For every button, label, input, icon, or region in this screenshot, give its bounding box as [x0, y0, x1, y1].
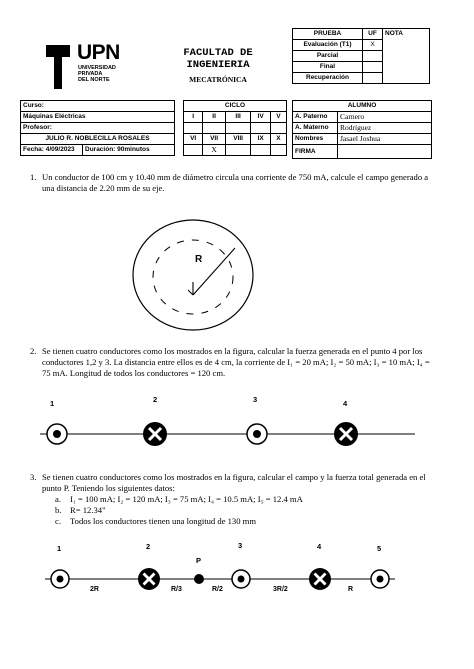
q2-label-4: 4 — [343, 399, 348, 408]
q2-conductor-3-dot-icon — [247, 424, 267, 444]
q3-item-marker: a. — [55, 494, 61, 504]
q3-label-p: P — [196, 556, 202, 565]
ciclo-mark: X — [203, 145, 225, 156]
grade-row-uf — [363, 51, 383, 62]
question-3 — [30, 472, 440, 527]
program-name: MECATRÓNICA — [189, 75, 247, 84]
curso-value: Máquinas Eléctricas — [21, 112, 175, 123]
q3-item-b — [55, 505, 440, 516]
curso-label: Curso: — [21, 101, 175, 112]
firma-label: FIRMA — [293, 145, 338, 159]
grade-header-uf: UF — [363, 29, 383, 40]
q2-conductor-4-cross-icon — [334, 422, 358, 446]
radius-label: R — [195, 254, 203, 265]
q3-distance-3r2: 3R/2 — [273, 586, 288, 593]
ciclo-cell: IV — [251, 112, 270, 123]
amaterno-label: A. Materno — [293, 123, 338, 134]
q2-text: Se tienen cuatro conductores como los mostrados en la figura, calcular la fuerza generada en el punto 4 por los conductores 1,2 y 3. La distancia entre ellos es de 4 cm, la corriente de I₁ = 20 mA; I₂ = 50 mA; I₃ = 10 mA; I₄ = 75 mA. Longitud de todos los conductores = 120 cm. — [42, 346, 430, 378]
grade-row-label: Recuperación — [293, 73, 363, 84]
q2-label-1: 1 — [50, 399, 55, 408]
grade-row-label: Parcial — [293, 51, 363, 62]
q3-point-p — [194, 574, 204, 584]
ciclo-cell: X — [270, 134, 286, 145]
upn-logo — [43, 43, 128, 93]
q3-distance-2r: 2R — [90, 586, 99, 593]
q3-text: Se tienen cuatro conductores como los mostrados en la figura, calcular el campo y la fuerza total generada en el punto P. Teniendo los siguientes datos: — [42, 472, 426, 493]
grade-header-nota: NOTA — [383, 29, 430, 40]
ciclo-title: CICLO — [184, 101, 287, 112]
ciclo-cell: III — [225, 112, 251, 123]
course-table — [20, 100, 175, 156]
q3-label-5: 5 — [377, 544, 382, 553]
q3-number: 3. — [30, 472, 37, 482]
q3-distance-r: R — [348, 586, 354, 593]
grade-row-label: Final — [293, 62, 363, 73]
profesor-value: JULIO R. NOBLECILLA ROSALES — [21, 134, 175, 145]
q3-item-text: R= 12.34" — [70, 505, 106, 515]
q3-item-c — [55, 516, 440, 527]
apaterno-value: Carnero — [338, 112, 432, 123]
q3-item-marker: c. — [55, 516, 61, 526]
ciclo-cell: I — [184, 112, 203, 123]
ciclo-cell: VII — [203, 134, 225, 145]
nombres-value: Jasael Joshua — [338, 134, 432, 145]
logo-sub-1: UNIVERSIDAD — [78, 65, 116, 71]
q3-item-text: I₁ = 100 mA; I₂ = 120 mA; I₃ = 75 mA; I₄ = 10.5 mA; I₅ = 12.4 mA — [70, 494, 303, 504]
field-dashed-circle — [153, 240, 233, 314]
q3-conductor-5-dot-icon — [371, 570, 389, 588]
q2-conductor-2-cross-icon — [143, 422, 167, 446]
duracion-cell: Duración: 90minutos — [83, 145, 175, 156]
logo-sub-3: DEL NORTE — [78, 77, 110, 83]
q1-diagram — [130, 215, 260, 335]
q2-label-2: 2 — [153, 395, 158, 404]
q2-diagram — [30, 388, 430, 458]
q2-conductor-1-dot-icon — [47, 424, 67, 444]
q3-label-2: 2 — [146, 542, 151, 551]
question-1 — [30, 172, 435, 194]
q3-label-1: 1 — [57, 544, 62, 553]
ciclo-cell: VI — [184, 134, 203, 145]
faculty-line2: INGENIERIA — [186, 59, 250, 71]
logo-sub-2: PRIVADA — [78, 71, 103, 77]
ciclo-cell: V — [270, 112, 286, 123]
grade-row-uf — [363, 73, 383, 84]
q3-label-3: 3 — [238, 541, 243, 550]
q3-distance-r3: R/3 — [171, 586, 182, 593]
q1-text: Un conductor de 100 cm y 10.40 mm de diámetro circula una corriente de 750 mA, calcule el campo generado a una distancia de 2.20 mm de su eje. — [42, 172, 429, 193]
ciclo-cell: II — [203, 112, 225, 123]
q3-label-4: 4 — [317, 542, 322, 551]
grade-row-uf — [363, 62, 383, 73]
grade-row-uf: X — [363, 40, 383, 51]
q3-distance-r2: R/2 — [212, 586, 223, 593]
q3-item-text: Todos los conductores tienen una longitud de 130 mm — [70, 516, 257, 526]
student-table — [292, 100, 432, 159]
question-2 — [30, 346, 435, 379]
faculty-line1: FACULTAD DE — [183, 47, 253, 59]
fecha-cell: Fecha: 4/09/2023 — [21, 145, 83, 156]
q3-item-a — [55, 494, 440, 505]
q3-conductor-1-dot-icon — [51, 570, 69, 588]
firma-value — [338, 145, 432, 159]
upn-torch-icon — [43, 45, 73, 89]
q2-number: 2. — [30, 346, 37, 356]
logo-text: UPN — [77, 41, 120, 64]
q3-conductor-2-cross-icon — [138, 568, 160, 590]
grade-table — [292, 28, 430, 84]
q3-item-marker: b. — [55, 505, 62, 515]
ciclo-cell: IX — [251, 134, 270, 145]
q3-conductor-4-cross-icon — [309, 568, 331, 590]
radius-tick-2 — [188, 290, 193, 295]
ciclo-table — [183, 100, 287, 156]
nombres-label: Nombres — [293, 134, 338, 145]
profesor-label: Profesor: — [21, 123, 175, 134]
q1-number: 1. — [30, 172, 37, 182]
apaterno-label: A. Paterno — [293, 112, 338, 123]
q2-label-3: 3 — [253, 395, 258, 404]
amaterno-value: Rodríguez — [338, 123, 432, 134]
grade-header-prueba: PRUEBA — [293, 29, 363, 40]
grade-row-label: Evaluación (T1) — [293, 40, 363, 51]
ciclo-cell: VIII — [225, 134, 251, 145]
q3-conductor-3-dot-icon — [232, 570, 250, 588]
faculty-title — [158, 47, 278, 86]
grade-nota-cell — [383, 40, 430, 84]
q3-diagram — [35, 540, 445, 600]
alumno-title: ALUMNO — [293, 101, 432, 112]
